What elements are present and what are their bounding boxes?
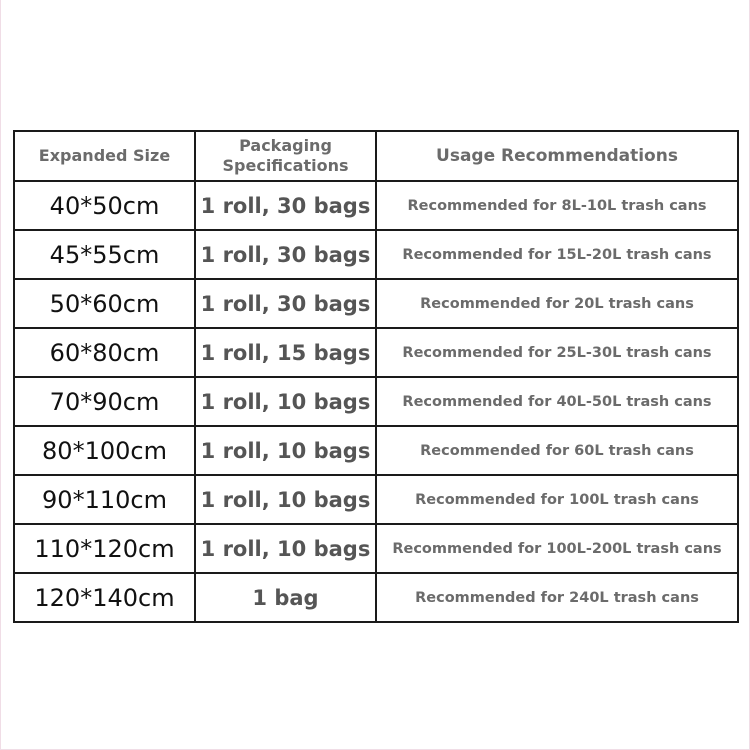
cell-expanded-size: 90*110cm [14, 475, 195, 524]
cell-packaging: 1 roll, 30 bags [195, 230, 376, 279]
cell-usage: Recommended for 40L-50L trash cans [376, 377, 738, 426]
cell-usage: Recommended for 25L-30L trash cans [376, 328, 738, 377]
cell-packaging: 1 roll, 30 bags [195, 279, 376, 328]
table-row [14, 279, 738, 328]
cell-packaging: 1 roll, 30 bags [195, 181, 376, 230]
cell-usage: Recommended for 8L-10L trash cans [376, 181, 738, 230]
size-spec-table [13, 130, 739, 623]
page-edge-left [0, 0, 1, 750]
cell-expanded-size: 70*90cm [14, 377, 195, 426]
table-body [14, 181, 738, 622]
cell-usage: Recommended for 60L trash cans [376, 426, 738, 475]
cell-packaging: 1 bag [195, 573, 376, 622]
cell-usage: Recommended for 100L-200L trash cans [376, 524, 738, 573]
cell-usage: Recommended for 20L trash cans [376, 279, 738, 328]
table-row [14, 475, 738, 524]
cell-packaging: 1 roll, 15 bags [195, 328, 376, 377]
cell-packaging: 1 roll, 10 bags [195, 524, 376, 573]
header-expanded-size: Expanded Size [14, 131, 195, 181]
cell-expanded-size: 110*120cm [14, 524, 195, 573]
cell-packaging: 1 roll, 10 bags [195, 377, 376, 426]
cell-packaging: 1 roll, 10 bags [195, 426, 376, 475]
table-row [14, 230, 738, 279]
header-packaging-line2: Specifications [222, 156, 349, 175]
cell-expanded-size: 50*60cm [14, 279, 195, 328]
table-row [14, 377, 738, 426]
table-row [14, 426, 738, 475]
cell-expanded-size: 40*50cm [14, 181, 195, 230]
header-usage-recommendations: Usage Recommendations [376, 131, 738, 181]
cell-expanded-size: 60*80cm [14, 328, 195, 377]
cell-usage: Recommended for 240L trash cans [376, 573, 738, 622]
cell-usage: Recommended for 100L trash cans [376, 475, 738, 524]
table-row [14, 524, 738, 573]
cell-packaging: 1 roll, 10 bags [195, 475, 376, 524]
header-packaging-line1: Packaging [239, 136, 332, 155]
table-row [14, 328, 738, 377]
cell-usage: Recommended for 15L-20L trash cans [376, 230, 738, 279]
cell-expanded-size: 45*55cm [14, 230, 195, 279]
table-row [14, 573, 738, 622]
table-header [14, 131, 738, 181]
header-packaging-specifications [195, 131, 376, 181]
cell-expanded-size: 80*100cm [14, 426, 195, 475]
cell-expanded-size: 120*140cm [14, 573, 195, 622]
table-row [14, 181, 738, 230]
header-row [14, 131, 738, 181]
